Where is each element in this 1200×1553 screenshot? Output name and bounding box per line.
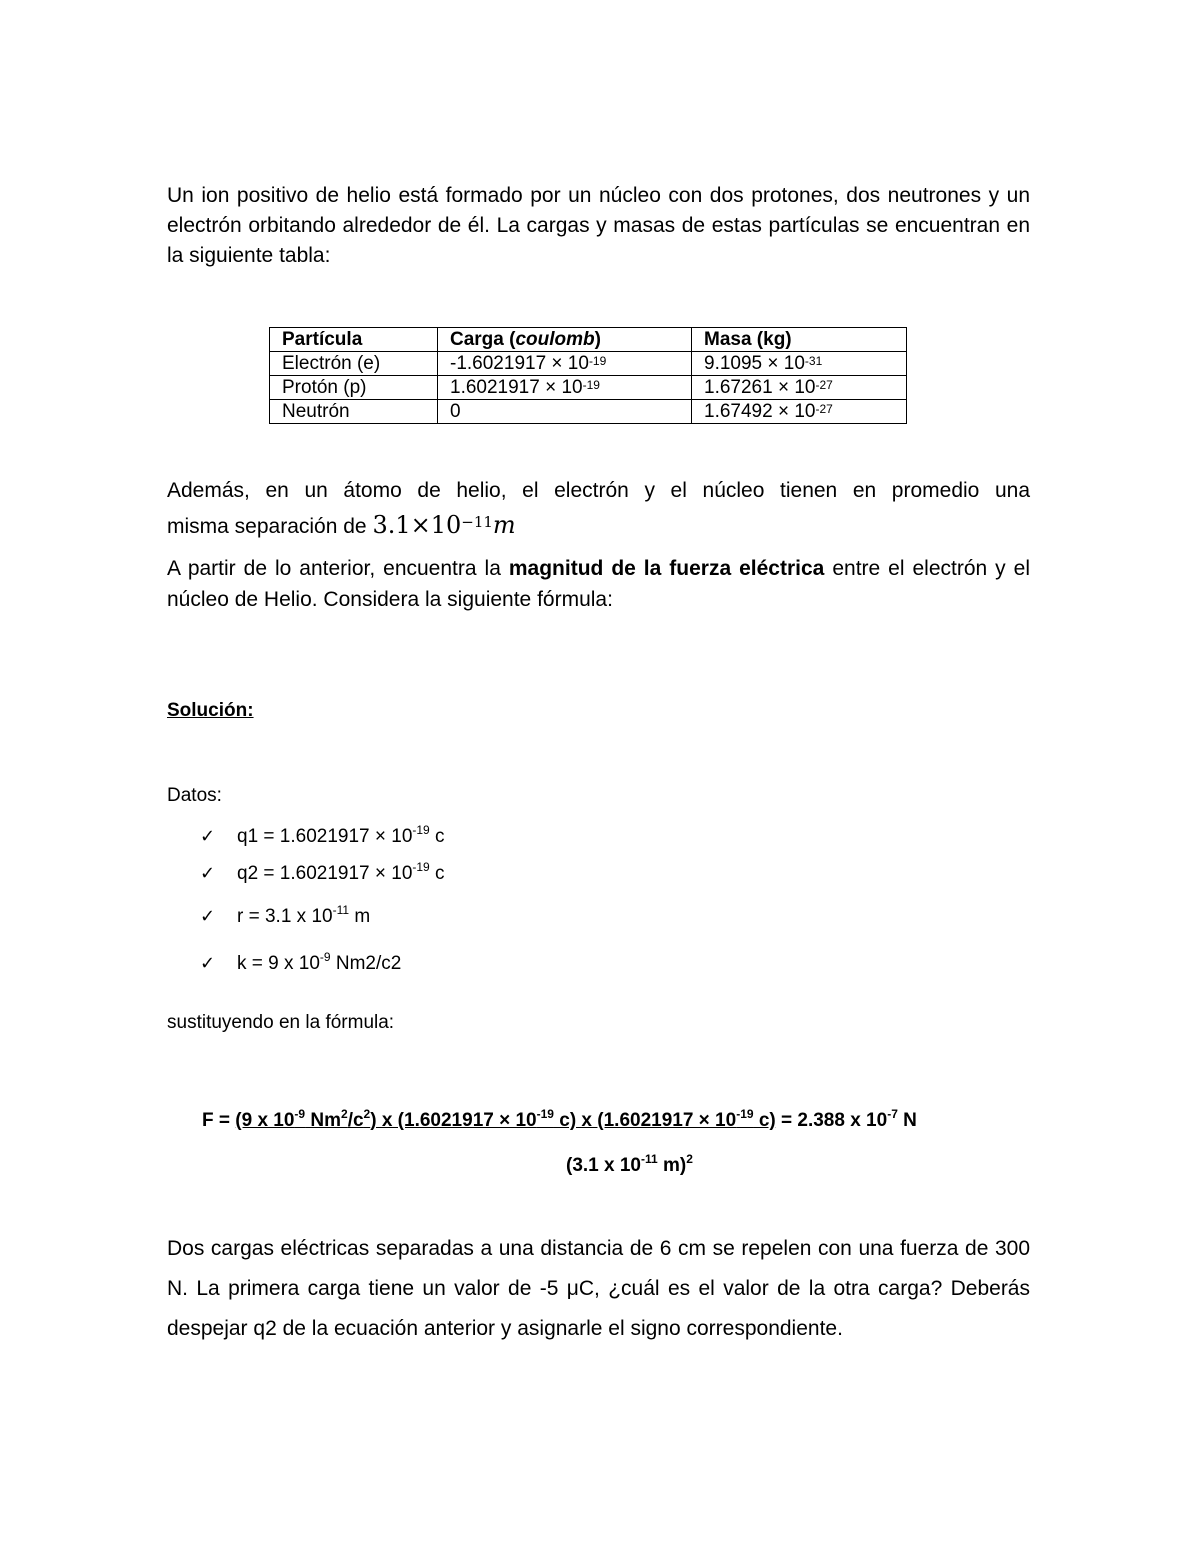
formula-numerator: (9 x $10^{-9}$ $Nm^2/c^2$) x ($1.6021917 \times 10^{-19}$ c) x ($1.6021917 \times 10^{-19}$ c) <box>235 1107 776 1131</box>
checkmark-icon: ✓ <box>200 953 216 974</box>
table-row <box>270 352 907 376</box>
table-row <box>270 376 907 400</box>
datos-label: Datos: <box>167 785 222 806</box>
cell-particle: Protón (p) <box>270 376 438 400</box>
table-row <box>270 400 907 424</box>
formula-result: = 2.388 x $10^{-7}$ N <box>775 1107 917 1131</box>
cell-mass: $9.1095 \times 10^{-31}$ <box>692 352 907 376</box>
separation-line-2: misma separación de $3.1\times 10^{-11}m$ <box>167 511 516 539</box>
table-header-row <box>270 328 907 352</box>
checkmark-icon: ✓ <box>200 826 216 847</box>
header-mass: Masa (kg) <box>692 328 907 352</box>
separation-value: $3.1\times 10^{-11}m$ <box>372 511 516 539</box>
checkmark-icon: ✓ <box>200 863 216 884</box>
checkmark-icon: ✓ <box>200 906 216 927</box>
cell-particle: Electrón (e) <box>270 352 438 376</box>
cell-particle: Neutrón <box>270 400 438 424</box>
list-item: ✓ $q1 = 1.6021917 \times 10^{-19}$ c <box>200 823 445 847</box>
problem-paragraph: Dos cargas eléctricas separadas a una distancia de 6 cm se repelen con una fuerza de 300 N. La primera carga tiene un valor de -5 μC, ¿cuál es el valor de la otra carga? Deberás despejar q2 de la ecuación anterior y asignarle el signo correspondiente. <box>167 1237 1030 1340</box>
list-item: ✓ r = 3.1 x $10^{-11}$ m <box>200 903 371 927</box>
cell-charge: 0 <box>438 400 692 424</box>
intro-paragraph: Un ion positivo de helio está formado por un núcleo con dos protones, dos neutrones y un electrón orbitando alrededor de él. La cargas y masas de estas partículas se encuentran en la siguiente tabla: <box>167 184 1030 267</box>
solution-title: Solución: <box>167 700 254 721</box>
separation-paragraph <box>167 476 1030 542</box>
cell-mass: $1.67261 \times 10^{-27}$ <box>692 376 907 400</box>
formula-numerator-line: F = (9 x $10^{-9}$ $Nm^2/c^2$) x ($1.6021917 \times 10^{-19}$ c) x ($1.6021917 \times 10^{-19}$ c) = 2.388 x $10^{-7}$ N <box>202 1107 917 1131</box>
particles-table <box>269 327 907 424</box>
question-paragraph: A partir de lo anterior, encuentra la magnitud de la fuerza eléctrica entre el electrón y el núcleo de Helio. Considera la siguiente fórmula: <box>167 557 1031 611</box>
cell-mass: $1.67492 \times 10^{-27}$ <box>692 400 907 424</box>
list-item: ✓ $q2 = 1.6021917 \times 10^{-19}$ c <box>200 860 445 884</box>
header-particle: Partícula <box>270 328 438 352</box>
list-item: ✓ k = 9 x $10^{-9}$ Nm2/c2 <box>200 950 402 974</box>
cell-charge: $-1.6021917 \times 10^{-19}$ <box>438 352 692 376</box>
header-charge: Carga (coulomb) <box>438 328 692 352</box>
separation-line-1: Además, en un átomo de helio, el electrón y el núcleo tienen en promedio una <box>167 479 1030 502</box>
formula-denominator: (3.1 x $10^{-11}$ m)$^2$ <box>566 1152 693 1176</box>
substitute-label: sustituyendo en la fórmula: <box>167 1012 395 1033</box>
question-emphasis: magnitud de la fuerza eléctrica <box>508 557 825 580</box>
cell-charge: $1.6021917 \times 10^{-19}$ <box>438 376 692 400</box>
